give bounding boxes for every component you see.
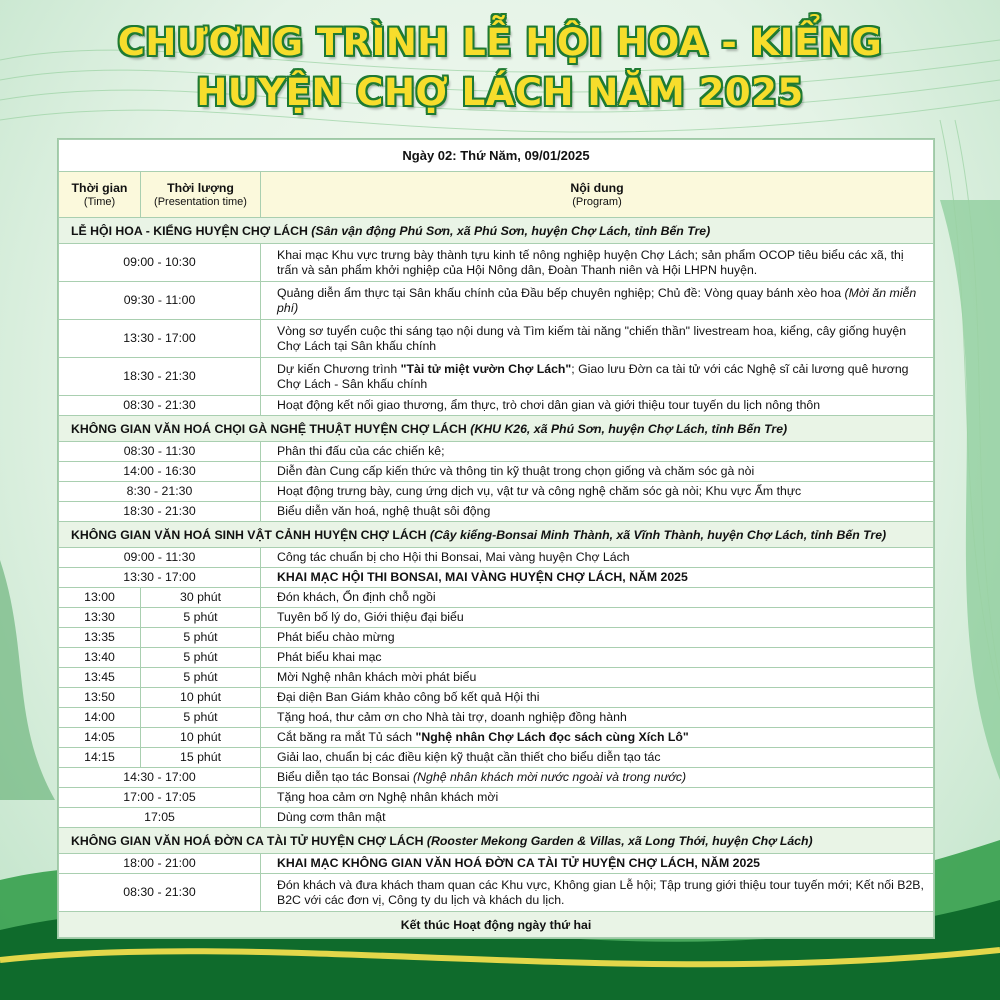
schedule-row — [59, 608, 934, 628]
day-header-row — [59, 140, 934, 172]
section-header-row — [59, 416, 934, 442]
row-content-text: Đại diện Ban Giám khảo công bố kết quả Hội thi — [277, 690, 540, 704]
section-title — [59, 218, 934, 244]
row-time: 08:30 - 21:30 — [59, 874, 261, 912]
row-time: 13:30 - 17:00 — [59, 320, 261, 358]
schedule-row — [59, 588, 934, 608]
schedule-row — [59, 854, 934, 874]
row-content-highlight: "Tài tử miệt vườn Chợ Lách" — [400, 361, 572, 376]
section-header-row — [59, 828, 934, 854]
row-duration: 5 phút — [141, 708, 261, 728]
row-content-note: (Nghệ nhân khách mời nước ngoài và trong nước) — [413, 770, 687, 784]
row-content — [261, 320, 934, 358]
row-time: 14:30 - 17:00 — [59, 768, 261, 788]
row-time: 09:00 - 11:30 — [59, 548, 261, 568]
row-content-text: Phát biểu khai mạc — [277, 650, 382, 664]
day-label: Ngày 02: Thứ Năm, 09/01/2025 — [59, 140, 934, 172]
row-content — [261, 874, 934, 912]
section-title — [59, 416, 934, 442]
row-content-text: Dùng cơm thân mật — [277, 810, 386, 824]
row-content-text: Giải lao, chuẩn bị các điều kiện kỹ thuật cần thiết cho biểu diễn tạo tác — [277, 750, 661, 764]
schedule-row — [59, 874, 934, 912]
row-time: 13:50 — [59, 688, 141, 708]
row-time: 13:45 — [59, 668, 141, 688]
row-time: 8:30 - 21:30 — [59, 482, 261, 502]
schedule-table — [58, 139, 934, 938]
schedule-row — [59, 728, 934, 748]
schedule-row — [59, 648, 934, 668]
row-content-note: (Mời ăn miễn phí) — [277, 285, 917, 315]
row-content-text: Tuyên bố lý do, Giới thiệu đại biểu — [277, 610, 464, 624]
schedule-row — [59, 688, 934, 708]
row-content-text: Cắt băng ra mắt Tủ sách — [277, 730, 416, 744]
schedule-row — [59, 396, 934, 416]
header-time: Thời gian (Time) — [59, 172, 141, 218]
title-line-1: CHƯƠNG TRÌNH LỄ HỘI HOA - KIỂNG — [117, 21, 883, 64]
schedule-row — [59, 788, 934, 808]
row-time: 09:30 - 11:00 — [59, 282, 261, 320]
row-duration: 10 phút — [141, 688, 261, 708]
row-content-text: Tặng hoá, thư cảm ơn cho Nhà tài trợ, doanh nghiệp đồng hành — [277, 710, 627, 724]
schedule-row — [59, 628, 934, 648]
row-content-text: Biểu diễn văn hoá, nghệ thuật sôi động — [277, 504, 491, 518]
row-content — [261, 442, 934, 462]
row-duration: 5 phút — [141, 608, 261, 628]
header-duration: Thời lượng (Presentation time) — [141, 172, 261, 218]
row-time: 09:00 - 10:30 — [59, 244, 261, 282]
row-time: 13:35 — [59, 628, 141, 648]
row-content-highlight: "Nghệ nhân Chợ Lách đọc sách cùng Xích Lô" — [415, 730, 689, 744]
row-time: 14:00 — [59, 708, 141, 728]
row-content — [261, 396, 934, 416]
row-duration: 15 phút — [141, 748, 261, 768]
row-time: 14:15 — [59, 748, 141, 768]
row-time: 13:40 — [59, 648, 141, 668]
section-header-row — [59, 522, 934, 548]
row-time: 17:05 — [59, 808, 261, 828]
section-location: (KHU K26, xã Phú Sơn, huyện Chợ Lách, tỉnh Bến Tre) — [470, 421, 788, 436]
schedule-sheet — [57, 138, 935, 939]
title-line-2: HUYỆN CHỢ LÁCH NĂM 2025 — [196, 71, 804, 114]
row-time: 13:00 — [59, 588, 141, 608]
schedule-row — [59, 748, 934, 768]
row-content-text-end: ; Giao lưu Đờn ca tài tử với các Nghệ sĩ cải lương quê hương Chợ Lách - Sân khấu chính — [277, 361, 909, 391]
schedule-row — [59, 462, 934, 482]
row-time: 13:30 - 17:00 — [59, 568, 261, 588]
section-location: (Rooster Mekong Garden & Villas, xã Long Thới, huyện Chợ Lách) — [426, 833, 813, 848]
schedule-row — [59, 358, 934, 396]
schedule-row — [59, 548, 934, 568]
row-content-text: Dự kiến Chương trình — [277, 361, 401, 376]
schedule-row — [59, 320, 934, 358]
row-time: 18:30 - 21:30 — [59, 358, 261, 396]
schedule-row — [59, 568, 934, 588]
section-name: KHÔNG GIAN VĂN HOÁ CHỌI GÀ NGHỆ THUẬT HUYỆN CHỢ LÁCH — [71, 421, 467, 436]
section-name: LỄ HỘI HOA - KIỂNG HUYỆN CHỢ LÁCH — [71, 223, 308, 238]
row-content-text: Phân thi đấu của các chiến kê; — [277, 444, 445, 458]
section-header-row — [59, 218, 934, 244]
section-location: (Sân vận động Phú Sơn, xã Phú Sơn, huyện Chợ Lách, tỉnh Bến Tre) — [311, 223, 711, 238]
row-time: 18:00 - 21:00 — [59, 854, 261, 874]
row-content-text: Mời Nghệ nhân khách mời phát biểu — [277, 670, 477, 684]
row-content — [261, 588, 934, 608]
column-header-row — [59, 172, 934, 218]
section-name: KHÔNG GIAN VĂN HOÁ SINH VẬT CẢNH HUYỆN CHỢ LÁCH — [71, 527, 427, 542]
row-time: 14:00 - 16:30 — [59, 462, 261, 482]
row-time: 14:05 — [59, 728, 141, 748]
row-content-text: Tặng hoa cảm ơn Nghệ nhân khách mời — [277, 790, 499, 804]
row-content-text: Diễn đàn Cung cấp kiến thức và thông tin kỹ thuật trong chọn giống và chăm sóc gà nòi — [277, 464, 755, 478]
row-content-text: Hoạt động trưng bày, cung ứng dịch vụ, vật tư và công nghệ chăm sóc gà nòi; Khu vực Ẩm thực — [277, 484, 802, 498]
schedule-row — [59, 708, 934, 728]
schedule-row — [59, 768, 934, 788]
row-time: 08:30 - 21:30 — [59, 396, 261, 416]
schedule-row — [59, 502, 934, 522]
schedule-row — [59, 282, 934, 320]
row-content — [261, 608, 934, 628]
row-content-text: Phát biểu chào mừng — [277, 630, 395, 644]
schedule-row — [59, 442, 934, 462]
row-content-text: KHAI MẠC HỘI THI BONSAI, MAI VÀNG HUYỆN CHỢ LÁCH, NĂM 2025 — [277, 570, 688, 584]
row-content — [261, 788, 934, 808]
schedule-row — [59, 808, 934, 828]
row-time: 08:30 - 11:30 — [59, 442, 261, 462]
row-content — [261, 628, 934, 648]
row-time: 18:30 - 21:30 — [59, 502, 261, 522]
row-duration: 5 phút — [141, 628, 261, 648]
row-duration: 10 phút — [141, 728, 261, 748]
row-content — [261, 668, 934, 688]
schedule-row — [59, 482, 934, 502]
schedule-row — [59, 244, 934, 282]
section-title — [59, 522, 934, 548]
row-content — [261, 648, 934, 668]
row-content — [261, 282, 934, 320]
row-content — [261, 462, 934, 482]
row-content — [261, 482, 934, 502]
schedule-row — [59, 668, 934, 688]
footer-text: Kết thúc Hoạt động ngày thứ hai — [59, 912, 934, 938]
row-content — [261, 358, 934, 396]
row-content — [261, 768, 934, 788]
row-duration: 5 phút — [141, 668, 261, 688]
section-title — [59, 828, 934, 854]
row-content-text: Công tác chuẩn bị cho Hội thi Bonsai, Mai vàng huyện Chợ Lách — [277, 550, 630, 564]
row-content — [261, 854, 934, 874]
row-content-text: Quảng diễn ẩm thực tại Sân khấu chính của Đầu bếp chuyên nghiệp; Chủ đề: Vòng quay bánh xèo hoa — [277, 285, 842, 300]
header-content: Nội dung (Program) — [261, 172, 934, 218]
row-duration: 30 phút — [141, 588, 261, 608]
row-content — [261, 728, 934, 748]
row-content — [261, 748, 934, 768]
row-time: 17:00 - 17:05 — [59, 788, 261, 808]
row-content — [261, 808, 934, 828]
footer-row — [59, 912, 934, 938]
row-duration: 5 phút — [141, 648, 261, 668]
row-content-text: Khai mạc Khu vực trưng bày thành tựu kinh tế nông nghiệp huyện Chợ Lách; sản phẩm OCOP tiêu biểu các xã, thị trấn và sản phẩm khởi nghiệp của Hội Nông dân, Đoàn Thanh niên và Hội LHPN huyện. — [277, 247, 904, 277]
row-content-text: Đón khách và đưa khách tham quan các Khu vực, Không gian Lễ hội; Tập trung giới thiệu tour tuyến mới; Kết nối B2B, B2C với các đơn vị, Công ty du lịch và khách du lịch. — [277, 877, 924, 907]
row-content-text: Biểu diễn tạo tác Bonsai — [277, 770, 414, 784]
row-content-text: KHAI MẠC KHÔNG GIAN VĂN HOÁ ĐỜN CA TÀI TỬ HUYỆN CHỢ LÁCH, NĂM 2025 — [277, 856, 760, 870]
row-content-text: Hoạt động kết nối giao thương, ẩm thực, trò chơi dân gian và giới thiệu tour tuyến du lịch nông thôn — [277, 398, 821, 412]
section-name: KHÔNG GIAN VĂN HOÁ ĐỜN CA TÀI TỬ HUYỆN CHỢ LÁCH — [71, 833, 424, 848]
row-content — [261, 708, 934, 728]
row-content-text: Đón khách, Ổn định chỗ ngồi — [277, 590, 436, 604]
row-content — [261, 244, 934, 282]
page-title — [0, 18, 1000, 118]
section-location: (Cây kiểng-Bonsai Minh Thành, xã Vĩnh Thành, huyện Chợ Lách, tỉnh Bến Tre) — [429, 527, 887, 542]
row-content — [261, 688, 934, 708]
row-time: 13:30 — [59, 608, 141, 628]
row-content-text: Vòng sơ tuyển cuộc thi sáng tạo nội dung và Tìm kiếm tài năng "chiến thần" livestream hoa, kiểng, cây giống huyện Chợ Lách tại Sân khấu chính — [277, 323, 907, 353]
row-content — [261, 502, 934, 522]
row-content — [261, 548, 934, 568]
row-content — [261, 568, 934, 588]
